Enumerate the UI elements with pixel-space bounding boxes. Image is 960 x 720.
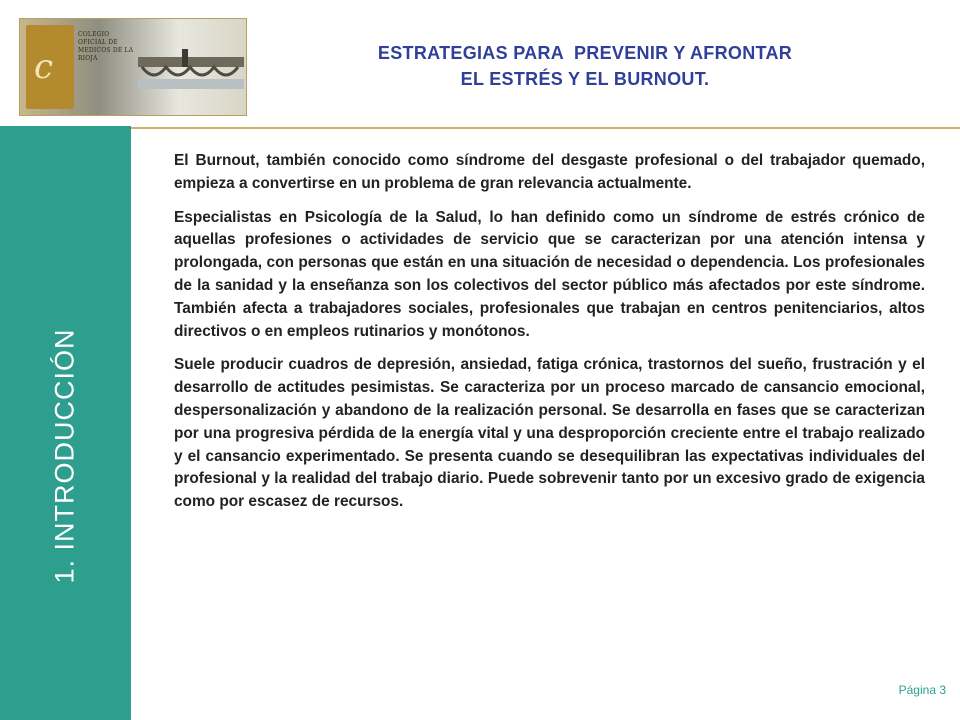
body-text bbox=[174, 150, 925, 525]
paragraph-1: El Burnout, también conocido como síndrome del desgaste profesional o del trabajador quemado, empieza a convertirse en un problema de gran relevancia actualmente. bbox=[174, 152, 925, 192]
page-number: Página 3 bbox=[898, 683, 946, 697]
title-line-1: ESTRATEGIAS PARA PREVENIR Y AFRONTAR bbox=[377, 43, 793, 63]
header-divider bbox=[130, 127, 960, 129]
paragraph-3: Suele producir cuadros de depresión, ansiedad, fatiga crónica, trastornos del sueño, frustración y el desarrollo de actitudes pesimistas. Se caracteriza por un proceso marcado de cansancio emocional, despersonalización y abandono de la realización personal. Se desarrolla en fases que se caracterizan por una progresiva pérdida de la energía vital y una desproporción creciente entre el trabajo realizado y el cansancio experimentado. Se presenta cuando se desequilibran las expectativas individuales del profesional y la realidad del trabajo diario. Puede sobrevenir tanto por un excesivo grado de exigencia como por escasez de recursos. bbox=[174, 356, 925, 511]
section-sidebar bbox=[0, 126, 131, 720]
college-logo bbox=[19, 18, 247, 116]
title-line-2: EL ESTRÉS Y EL BURNOUT. bbox=[460, 69, 710, 89]
logo-org-name: COLEGIO OFICIAL DE MEDICOS DE LA RIOJA bbox=[78, 31, 134, 62]
slide-title bbox=[260, 40, 910, 92]
logo-crest: c bbox=[26, 25, 74, 109]
bridge-illustration bbox=[138, 49, 244, 89]
paragraph-2: Especialistas en Psicología de la Salud, lo han definido como un síndrome de estrés crónico de aquellas profesiones o actividades de servicio que se caracterizan por una atención intensa y prolongada, con personas que están en una situación de necesidad o dependencia. Los profesionales de la sanidad y la enseñanza son los colectivos del sector público más afectados por este síndrome. También afecta a trabajadores sociales, profesionales que trabajan en centros penitenciarios, altos directivos o en empleos rutinarios y monótonos. bbox=[174, 208, 925, 340]
section-title: 1. INTRODUCCIÓN bbox=[49, 328, 80, 584]
